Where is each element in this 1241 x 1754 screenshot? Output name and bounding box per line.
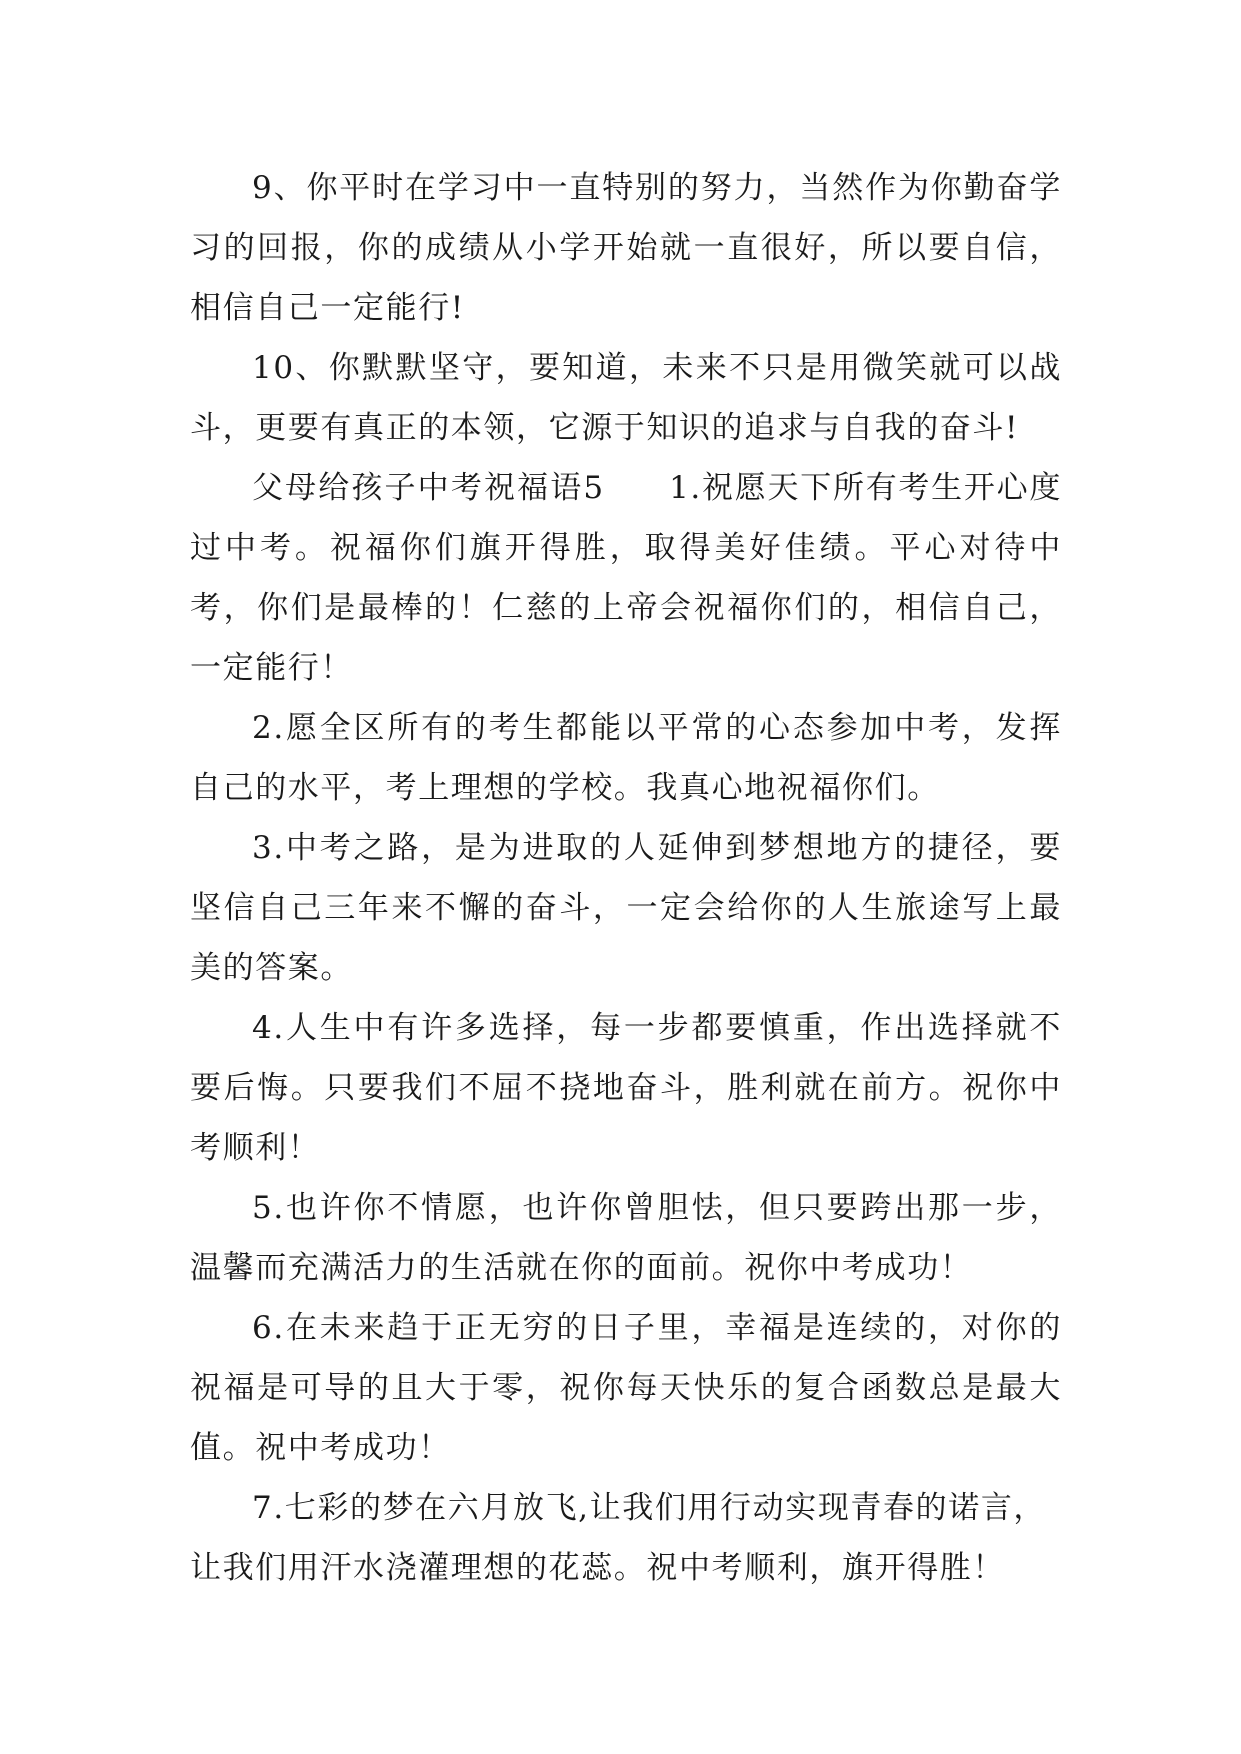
section-first-item: 1.祝愿天下所有考生开心度过中考。祝福你们旗开得胜，取得美好佳绩。平心对待中考，你们是最棒的！仁慈的上帝会祝福你们的，相信自己，一定能行！	[190, 470, 1062, 686]
wish-item-5: 5.也许你不情愿，也许你曾胆怯，但只要跨出那一步，温馨而充满活力的生活就在你的面前。祝你中考成功！	[190, 1190, 1062, 1286]
wish-item-7: 7.七彩的梦在六月放飞,让我们用行动实现青春的诺言，让我们用汗水浇灌理想的花蕊。祝中考顺利，旗开得胜！	[190, 1490, 1047, 1586]
section-title: 父母给孩子中考祝福语5	[252, 470, 606, 506]
wish-item-3: 3.中考之路，是为进取的人延伸到梦想地方的捷径，要坚信自己三年来不懈的奋斗，一定会给你的人生旅途写上最美的答案。	[190, 830, 1062, 986]
paragraph-10: 10、你默默坚守，要知道，未来不只是用微笑就可以战斗，更要有真正的本领，它源于知识的追求与自我的奋斗!	[190, 350, 1062, 446]
wish-item-2: 2.愿全区所有的考生都能以平常的心态参加中考，发挥自己的水平，考上理想的学校。我真心地祝福你们。	[190, 710, 1062, 806]
section-paragraph	[190, 458, 1062, 698]
wish-item-6: 6.在未来趋于正无穷的日子里，幸福是连续的，对你的祝福是可导的且大于零，祝你每天快乐的复合函数总是最大值。祝中考成功！	[190, 1310, 1062, 1466]
wish-item-4: 4.人生中有许多选择，每一步都要慎重，作出选择就不要后悔。只要我们不屈不挠地奋斗，胜利就在前方。祝你中考顺利！	[190, 1010, 1062, 1166]
document-body	[190, 158, 1062, 1598]
paragraph-9: 9、你平时在学习中一直特别的努力，当然作为你勤奋学习的回报，你的成绩从小学开始就一直很好，所以要自信，相信自己一定能行!	[190, 170, 1062, 326]
